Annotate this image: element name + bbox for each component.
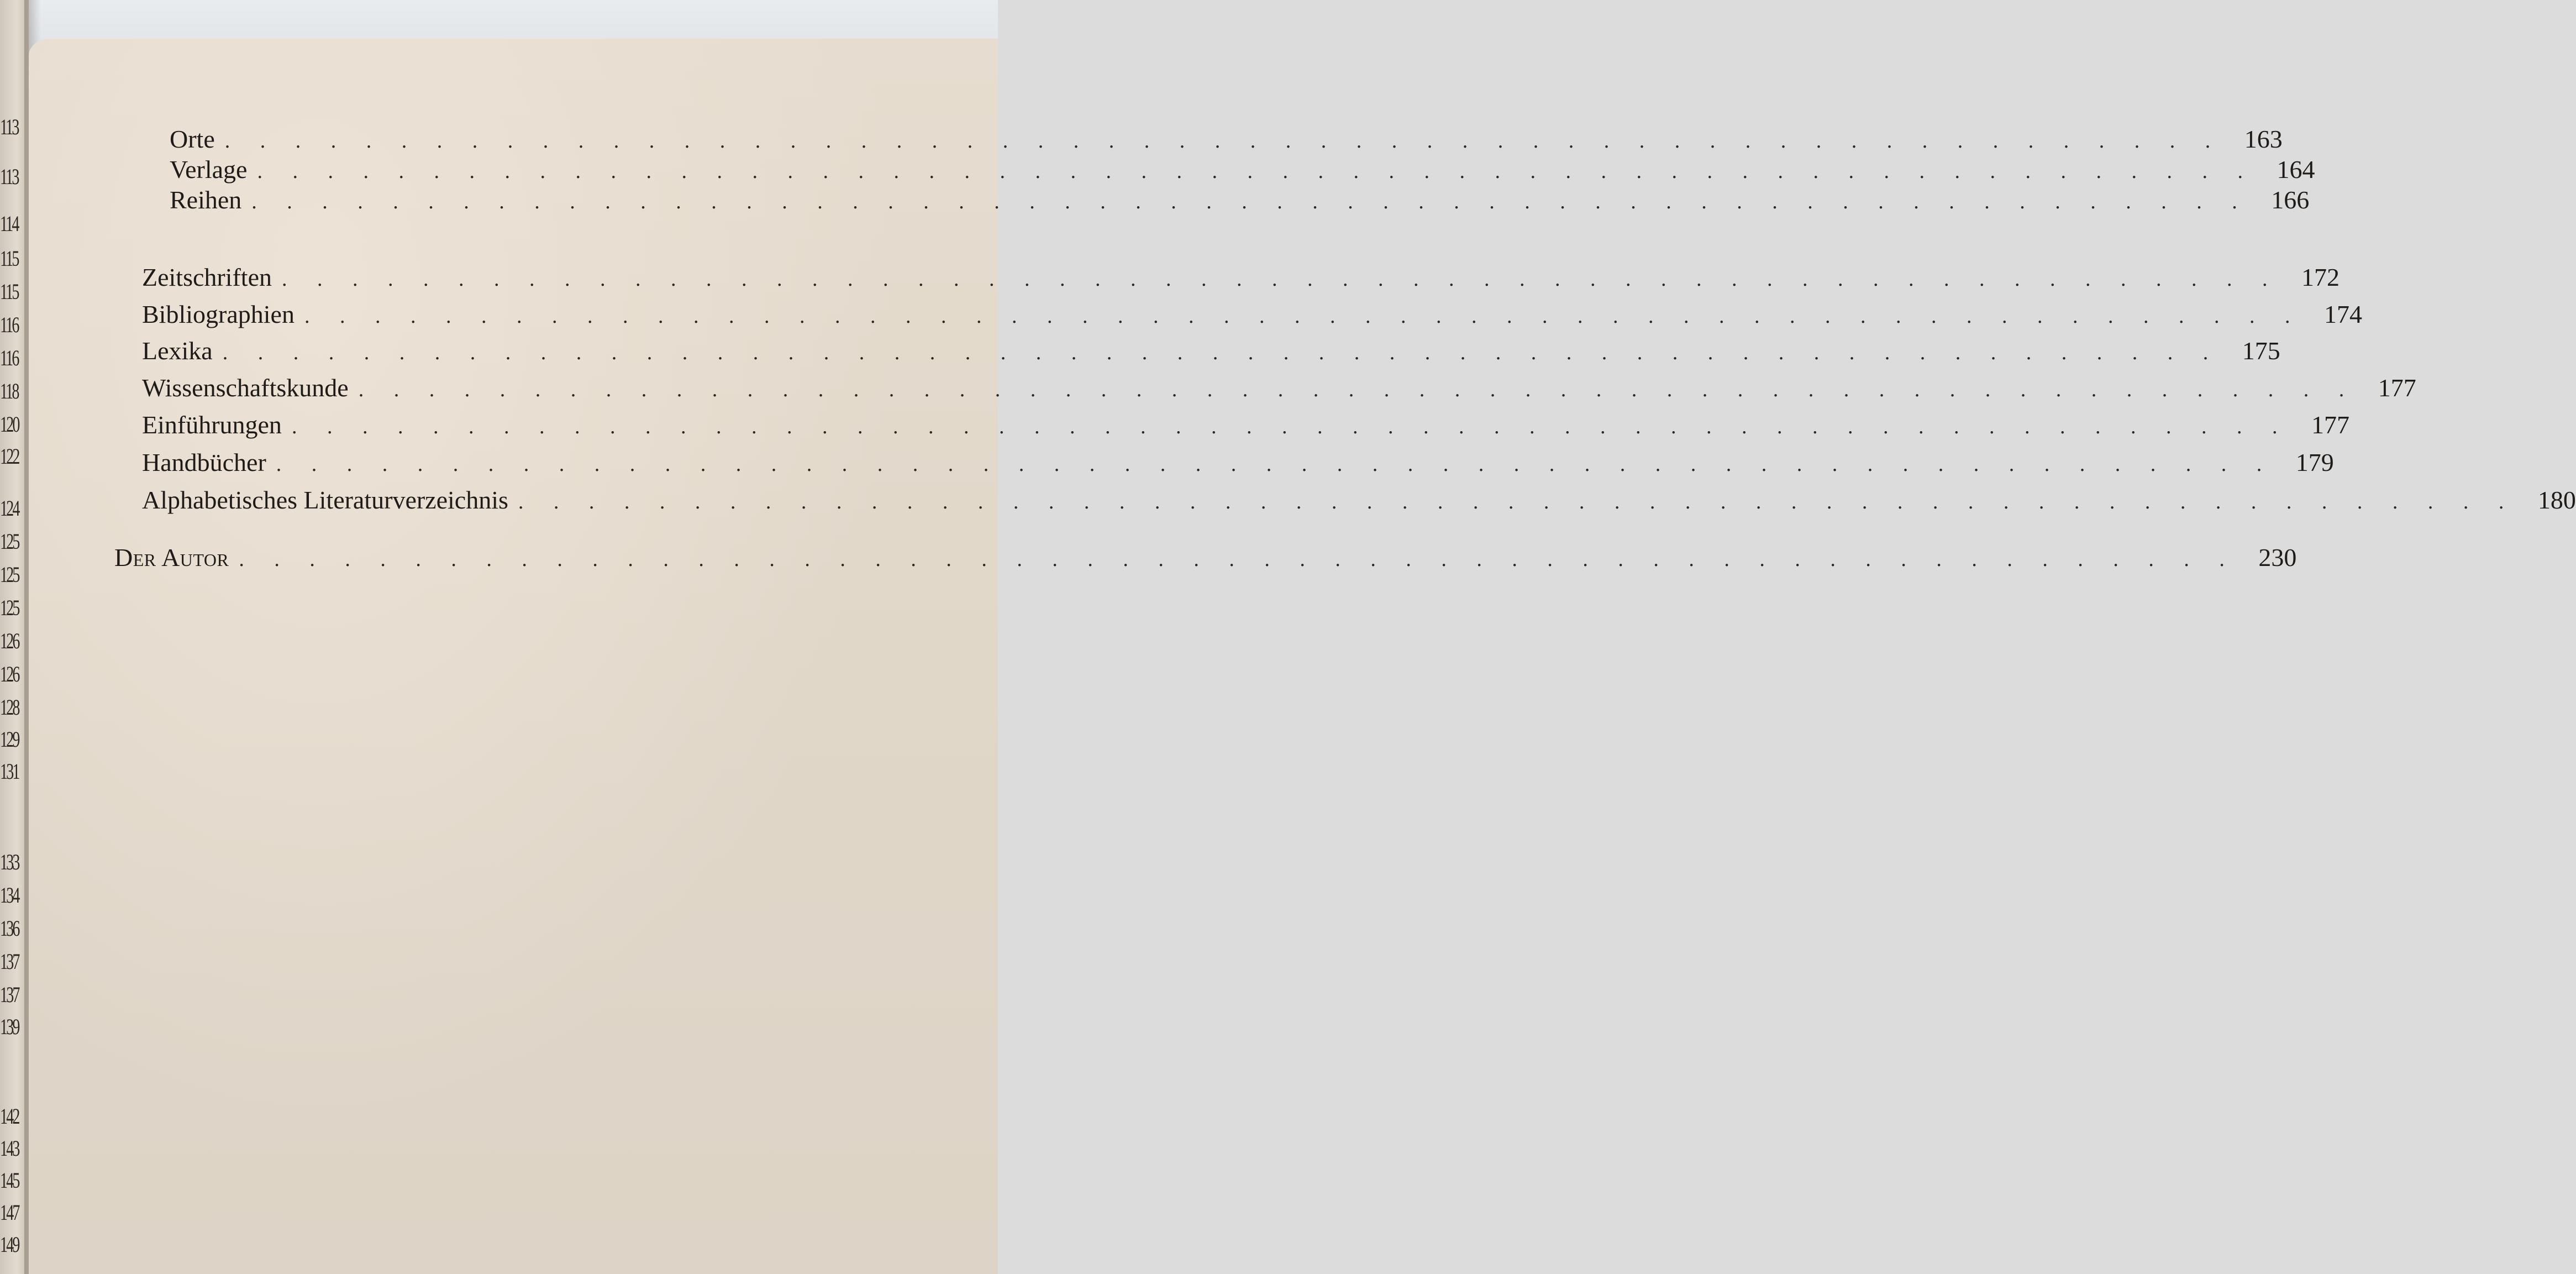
toc-leader-dots: . . . . . . . . . . . . . . . . . . . . . . . . . . . . . . . . . . . . . . . . . . . . . . . . . . . . . . . . .: [518, 490, 2516, 513]
toc-entry-page: 230: [2258, 543, 2297, 572]
book-page: [29, 39, 2576, 1274]
facing-page-number: 125: [0, 562, 19, 587]
facing-page-number: 139: [0, 1014, 19, 1039]
facing-page-number: 149: [0, 1232, 19, 1257]
toc-leader-dots: . . . . . . . . . . . . . . . . . . . . . . . . . . . . . . . . . . . . . . . . . . . . . . . . . . . . . . . . .: [224, 129, 2223, 153]
facing-page-number: 145: [0, 1168, 19, 1193]
toc-entry: [170, 185, 2310, 214]
facing-page-number: 134: [0, 883, 19, 908]
facing-page-number: 125: [0, 529, 19, 554]
facing-page-number: 124: [0, 496, 19, 521]
facing-page-number: 136: [0, 916, 19, 941]
toc-entry: [142, 448, 2334, 477]
toc-entry: [114, 543, 2297, 572]
toc-leader-dots: . . . . . . . . . . . . . . . . . . . . . . . . . . . . . . . . . . . . . . . . . . . . . . . . . . . . . . . . .: [282, 268, 2280, 291]
toc-entry-page: 163: [2244, 125, 2283, 153]
facing-page-number: 126: [0, 662, 19, 686]
toc-entry-title: Der Autor: [114, 543, 229, 572]
toc-entry: [142, 300, 2362, 329]
toc-entry: [142, 373, 2416, 402]
facing-page-number: 118: [0, 379, 18, 403]
toc-entry-title: Alphabetisches Literaturverzeichnis: [142, 486, 508, 514]
facing-page-number: 126: [0, 628, 19, 653]
facing-page-number: 115: [0, 279, 18, 304]
toc-entry-page: 175: [2242, 337, 2280, 365]
toc-leader-dots: . . . . . . . . . . . . . . . . . . . . . . . . . . . . . . . . . . . . . . . . . . . . . . . . . . . . . . . . .: [291, 415, 2290, 438]
toc-entry-page: 179: [2295, 448, 2334, 476]
toc-leader-dots: . . . . . . . . . . . . . . . . . . . . . . . . . . . . . . . . . . . . . . . . . . . . . . . . . . . . . . . . .: [257, 160, 2256, 183]
toc-entry-page: 164: [2277, 155, 2315, 184]
facing-page-number: 114: [0, 211, 18, 236]
facing-page-number: 120: [0, 412, 19, 437]
toc-entry: [142, 410, 2349, 439]
toc-entry: [142, 336, 2280, 365]
toc-entry-page: 177: [2378, 374, 2416, 402]
facing-page-number: 142: [0, 1104, 19, 1129]
facing-page-number: 143: [0, 1136, 19, 1161]
toc-entry-page: 166: [2271, 186, 2310, 214]
toc-entry: [170, 124, 2283, 154]
facing-page-number: 113: [0, 114, 18, 139]
toc-leader-dots: . . . . . . . . . . . . . . . . . . . . . . . . . . . . . . . . . . . . . . . . . . . . . . . . . . . . . . . . .: [304, 305, 2302, 328]
toc-entry-page: 172: [2301, 263, 2340, 291]
toc-entry-title: Orte: [170, 125, 215, 153]
toc-entry-page: 174: [2323, 300, 2362, 328]
toc-entry-title: Bibliographien: [142, 300, 295, 328]
facing-page-number: 137: [0, 982, 19, 1007]
facing-page-number: 147: [0, 1200, 19, 1225]
facing-page-number: 115: [0, 246, 18, 271]
facing-page-number: 116: [0, 345, 18, 370]
toc-leader-dots: . . . . . . . . . . . . . . . . . . . . . . . . . . . . . . . . . . . . . . . . . . . . . . . . . . . . . . . . .: [358, 378, 2357, 401]
toc-entry-title: Einführungen: [142, 411, 282, 439]
toc-entry: [142, 263, 2340, 292]
toc-entry-title: Handbücher: [142, 448, 266, 476]
toc-leader-dots: . . . . . . . . . . . . . . . . . . . . . . . . . . . . . . . . . . . . . . . . . . . . . . . . . . . . . . . . .: [222, 341, 2221, 364]
facing-page-number: 125: [0, 595, 19, 620]
facing-page-number: 131: [0, 759, 19, 784]
toc-entry-page: 177: [2311, 411, 2349, 439]
facing-page-number: 122: [0, 444, 19, 469]
facing-page-number: 113: [0, 164, 18, 189]
facing-page-number: 116: [0, 312, 18, 337]
toc-leader-dots: . . . . . . . . . . . . . . . . . . . . . . . . . . . . . . . . . . . . . . . . . . . . . . . . . . . . . . . . .: [251, 190, 2250, 213]
toc-entry: [142, 485, 2576, 515]
facing-page-number: 129: [0, 727, 19, 752]
table-of-contents: [29, 39, 2576, 1274]
facing-page-number: 137: [0, 949, 19, 974]
toc-entry-title: Wissenschaftskunde: [142, 374, 349, 402]
toc-entry-title: Lexika: [142, 337, 213, 365]
facing-page-number: 133: [0, 850, 19, 874]
toc-leader-dots: . . . . . . . . . . . . . . . . . . . . . . . . . . . . . . . . . . . . . . . . . . . . . . . . . . . . . . . . .: [276, 453, 2274, 476]
toc-entry-page: 180: [2537, 486, 2576, 514]
facing-page-number: 128: [0, 695, 19, 720]
toc-leader-dots: . . . . . . . . . . . . . . . . . . . . . . . . . . . . . . . . . . . . . . . . . . . . . . . . . . . . . . . . .: [239, 548, 2237, 571]
toc-entry-title: Verlage: [170, 155, 248, 184]
toc-entry-title: Reihen: [170, 186, 242, 214]
toc-entry: [170, 155, 2315, 184]
toc-entry-title: Zeitschriften: [142, 263, 272, 291]
